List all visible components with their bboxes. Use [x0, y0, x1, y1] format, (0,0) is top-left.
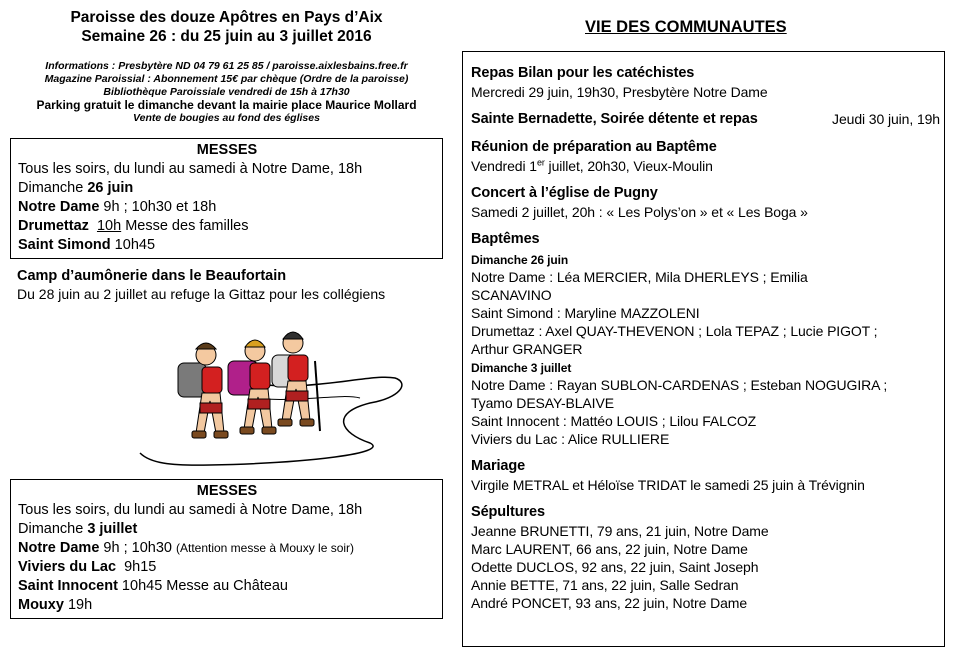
camp-title: Camp d’aumônerie dans le Beaufortain: [17, 268, 287, 284]
sepulture-line: Marc LAURENT, 66 ans, 22 juin, Notre Dame: [471, 541, 748, 557]
ordinal-suffix: er: [536, 157, 545, 168]
sunday-date: 3 juillet: [87, 521, 138, 537]
info-line-parking: Parking gratuit le dimanche devant la mairie place Maurice Mollard: [36, 98, 417, 112]
bapteme-line: Saint Simond : Maryline MAZZOLENI: [471, 305, 700, 321]
reunion-title: Réunion de préparation au Baptême: [471, 139, 717, 155]
place-name: Drumettaz: [18, 218, 89, 234]
community-life-box: [462, 51, 945, 647]
hiker-right: [272, 332, 320, 431]
place-name: Saint Simond: [18, 237, 111, 253]
hikers-drawing: [10, 303, 443, 479]
bapteme-line: Arthur GRANGER: [471, 341, 583, 357]
mass-notre-dame: [18, 198, 436, 217]
mariage-title: Mariage: [471, 458, 526, 474]
bapteme-line: Tyamo DESAY-BLAIVE: [471, 395, 614, 411]
info-line-candles: Vente de bougies au fond des églises: [133, 112, 320, 124]
community-life-title: VIE DES COMMUNAUTES: [585, 18, 787, 36]
messes-box-week26: [10, 138, 443, 259]
place-name: Mouxy: [18, 597, 64, 613]
reunion-details: juillet, 20h30, Vieux-Moulin: [544, 158, 713, 174]
parish-title: Paroisse des douze Apôtres en Pays d’Aix: [70, 9, 383, 26]
info-line-phone: Informations : Presbytère ND 04 79 61 25 85 / paroisse.aixlesbains.free.fr: [45, 60, 408, 72]
weekday-masses: Tous les soirs, du lundi au samedi à Notre Dame, 18h: [18, 161, 363, 177]
sepulture-line: Annie BETTE, 71 ans, 22 juin, Salle Sedran: [471, 577, 739, 593]
mass-time: 9h15: [116, 559, 157, 575]
place-name: Notre Dame: [18, 540, 100, 556]
messes-title: MESSES: [196, 142, 258, 158]
bapteme-line: SCANAVINO: [471, 287, 552, 303]
place-name: Viviers du Lac: [18, 559, 117, 575]
info-line-magazine: Magazine Paroissial : Abonnement 15€ par chèque (Ordre de la paroisse): [44, 73, 409, 85]
mass-time: 19h: [63, 597, 93, 613]
sainte-bernadette-row: [471, 110, 944, 129]
bapteme-line: Saint Innocent : Mattéo LOUIS ; Lilou FALCOZ: [471, 413, 757, 429]
sepulture-line: André PONCET, 93 ans, 22 juin, Notre Dame: [471, 595, 748, 611]
repas-text: Mercredi 29 juin, 19h30, Presbytère Notre Dame: [471, 84, 768, 100]
bapteme-line: Drumettaz : Axel QUAY-THEVENON ; Lola TEPAZ ; Lucie PIGOT ;: [471, 323, 878, 339]
hiker-left: [178, 343, 228, 438]
mass-note: Messe des familles: [121, 218, 249, 234]
reunion-text: [471, 157, 944, 175]
mass-note: (Attention messe à Mouxy le soir): [175, 541, 355, 555]
sunday-line: [18, 520, 436, 539]
mass-time: 10h45: [110, 237, 156, 253]
place-name: Notre Dame: [18, 199, 100, 215]
mass-notre-dame: [18, 539, 436, 558]
hiker-middle: [228, 340, 276, 434]
left-column: [10, 8, 443, 619]
mass-saint-innocent: [18, 577, 436, 596]
bapteme-line: Viviers du Lac : Alice RULLIERE: [471, 431, 670, 447]
bapteme-line: Notre Dame : Léa MERCIER, Mila DHERLEYS ; Emilia: [471, 269, 808, 285]
sunday-label: Dimanche: [18, 180, 88, 196]
mass-viviers: [18, 558, 436, 577]
sepultures-title: Sépultures: [471, 504, 545, 520]
concert-title: Concert à l’église de Pugny: [471, 185, 658, 201]
place-name: Saint Innocent: [18, 578, 118, 594]
messes-title: MESSES: [196, 483, 258, 499]
sunday-line: [18, 179, 436, 198]
baptemes-date-2: Dimanche 3 juillet: [471, 361, 572, 375]
baptemes-date-1: Dimanche 26 juin: [471, 253, 569, 267]
info-line-library: Bibliothèque Paroissiale vendredi de 15h à 17h30: [103, 86, 350, 98]
mass-drumettaz: [18, 217, 436, 236]
sunday-label: Dimanche: [18, 521, 88, 537]
mass-saint-simond: [18, 236, 436, 255]
repas-title: Repas Bilan pour les catéchistes: [471, 65, 695, 81]
bapteme-line: Notre Dame : Rayan SUBLON-CARDENAS ; Esteban NOGUGIRA ;: [471, 377, 888, 393]
sunday-date: 26 juin: [87, 180, 134, 196]
mass-mouxy: [18, 596, 436, 615]
mass-times: 9h ; 10h30: [99, 540, 176, 556]
baptemes-title: Baptêmes: [471, 231, 540, 247]
weekday-masses: Tous les soirs, du lundi au samedi à Notre Dame, 18h: [18, 502, 363, 518]
sainte-bernadette-date: Jeudi 30 juin, 19h: [832, 111, 940, 127]
sepulture-line: Odette DUCLOS, 92 ans, 22 juin, Saint Joseph: [471, 559, 759, 575]
concert-text: Samedi 2 juillet, 20h : « Les Polys’on » et « Les Boga »: [471, 204, 808, 220]
camp-text: Du 28 juin au 2 juillet au refuge la Gittaz pour les collégiens: [17, 286, 386, 302]
mariage-text: Virgile METRAL et Héloïse TRIDAT le samedi 25 juin à Trévignin: [471, 477, 865, 493]
reunion-day: Vendredi 1: [471, 158, 537, 174]
mass-time: 10h: [96, 218, 122, 234]
hikers-illustration: [10, 303, 443, 479]
mass-times: 9h ; 10h30 et 18h: [99, 199, 217, 215]
mass-time: 10h45 Messe au Château: [117, 578, 288, 594]
messes-box-week27: [10, 479, 443, 619]
sainte-bernadette-title: Sainte Bernadette, Soirée détente et repas: [471, 111, 758, 127]
sepulture-line: Jeanne BRUNETTI, 79 ans, 21 juin, Notre Dame: [471, 523, 769, 539]
week-title: Semaine 26 : du 25 juin au 3 juillet 2016: [81, 28, 372, 45]
